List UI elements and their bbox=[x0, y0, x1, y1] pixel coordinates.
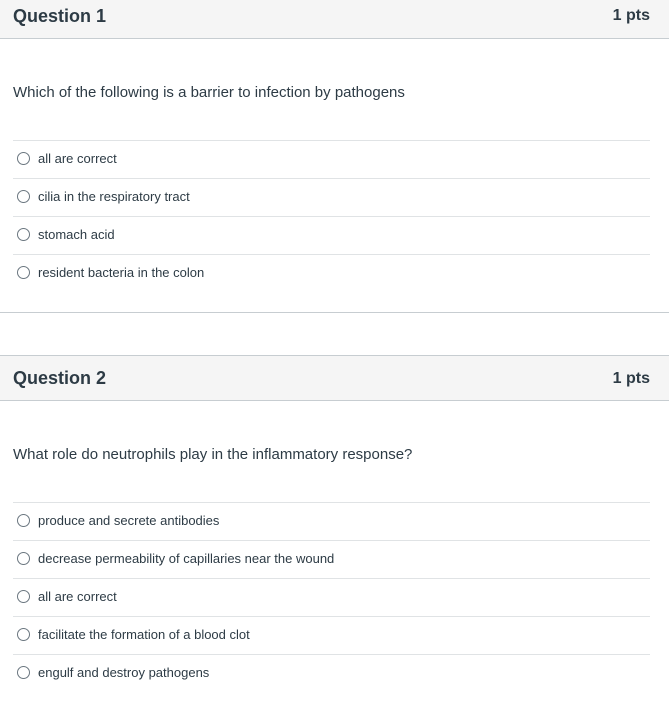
question-2 bbox=[0, 355, 669, 705]
radio-button[interactable] bbox=[17, 552, 30, 565]
answer-option[interactable] bbox=[13, 178, 650, 216]
answer-option[interactable] bbox=[13, 540, 650, 578]
radio-button[interactable] bbox=[17, 152, 30, 165]
radio-button[interactable] bbox=[17, 266, 30, 279]
answer-option[interactable] bbox=[13, 502, 650, 540]
radio-button[interactable] bbox=[17, 628, 30, 641]
answer-option[interactable] bbox=[13, 140, 650, 178]
answer-label[interactable]: facilitate the formation of a blood clot bbox=[38, 627, 250, 642]
question-title: Question 1 bbox=[13, 6, 107, 26]
question-points: 1 pts bbox=[612, 370, 650, 387]
answer-label[interactable]: decrease permeability of capillaries near the wound bbox=[38, 551, 335, 566]
answer-label[interactable]: stomach acid bbox=[38, 227, 115, 242]
answer-label[interactable]: engulf and destroy pathogens bbox=[38, 665, 210, 680]
question-text: Which of the following is a barrier to infection by pathogens bbox=[13, 84, 405, 101]
answer-label[interactable]: resident bacteria in the colon bbox=[38, 265, 205, 280]
question-1 bbox=[0, 0, 669, 313]
answer-option[interactable] bbox=[13, 254, 650, 292]
answer-label[interactable]: cilia in the respiratory tract bbox=[38, 189, 190, 204]
radio-button[interactable] bbox=[17, 228, 30, 241]
radio-button[interactable] bbox=[17, 514, 30, 527]
answer-label[interactable]: all are correct bbox=[38, 151, 117, 166]
question-title: Question 2 bbox=[13, 368, 107, 388]
question-points: 1 pts bbox=[612, 7, 650, 24]
question-header bbox=[0, 0, 669, 39]
question-header bbox=[0, 356, 669, 401]
answer-list bbox=[13, 140, 650, 292]
answer-list bbox=[13, 502, 650, 692]
radio-button[interactable] bbox=[17, 666, 30, 679]
question-text: What role do neutrophils play in the inflammatory response? bbox=[13, 446, 413, 463]
answer-label[interactable]: all are correct bbox=[38, 589, 117, 604]
answer-label[interactable]: produce and secrete antibodies bbox=[38, 513, 220, 528]
answer-option[interactable] bbox=[13, 216, 650, 254]
answer-option[interactable] bbox=[13, 654, 650, 692]
answer-option[interactable] bbox=[13, 578, 650, 616]
answer-option[interactable] bbox=[13, 616, 650, 654]
radio-button[interactable] bbox=[17, 190, 30, 203]
radio-button[interactable] bbox=[17, 590, 30, 603]
